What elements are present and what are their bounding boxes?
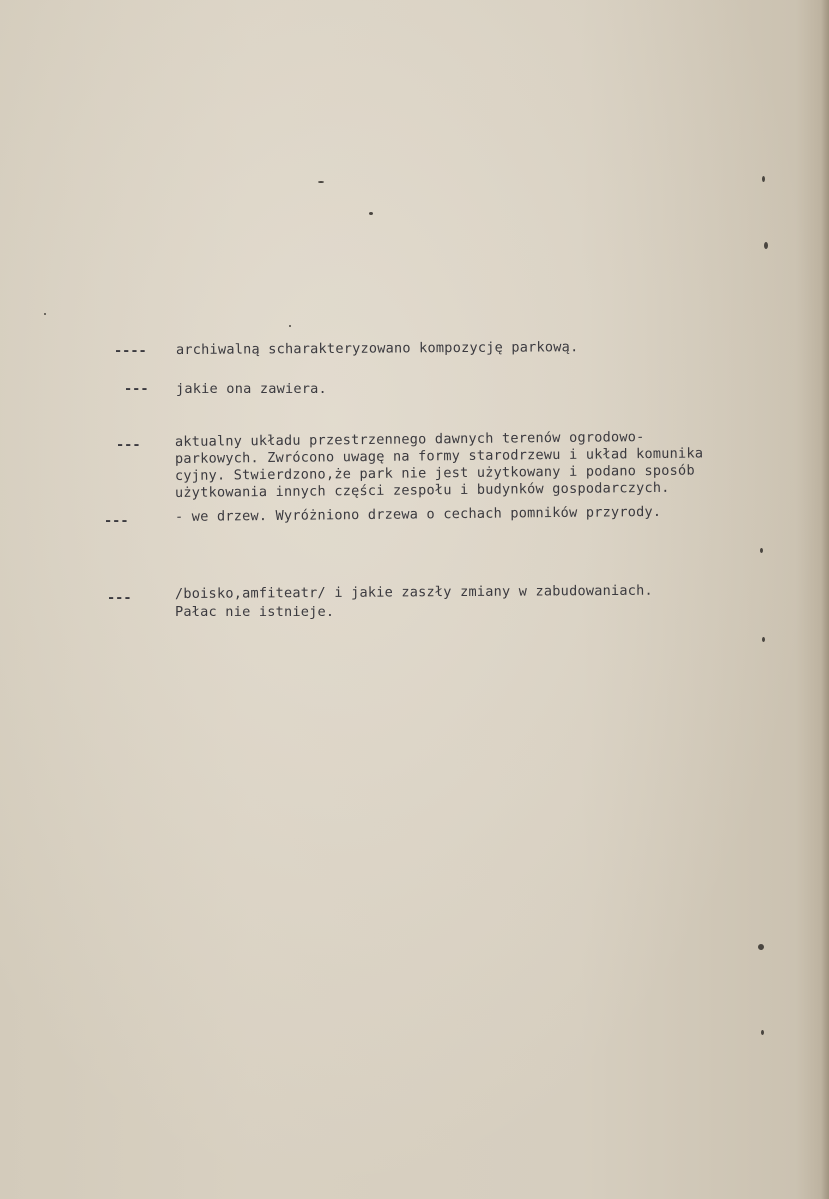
paper-speck xyxy=(369,212,373,215)
entry-marker-1: ---- xyxy=(114,343,147,359)
entry-3-line-2: parkowych. Zwrócono uwagę na formy starodrzewu i układ komunika xyxy=(174,445,704,467)
entry-5-line-1: /boisko,amfiteatr/ i jakie zaszły zmiany w zabudowaniach. xyxy=(174,582,653,602)
paper-speck xyxy=(762,176,765,182)
paper-speck xyxy=(764,242,768,249)
entry-3-line-1: aktualny układu przestrzennego dawnych terenów ogrodowo- xyxy=(174,429,645,450)
paper-speck xyxy=(289,325,291,327)
paper-speck xyxy=(44,313,46,315)
paper-speck xyxy=(762,637,765,642)
entry-marker-3: --- xyxy=(116,437,141,453)
entry-4-line-1: - we drzew. Wyróżniono drzewa o cechach pomników przyrody. xyxy=(174,503,662,525)
page-edge-shadow xyxy=(821,0,829,1199)
paper-speck xyxy=(761,1030,764,1035)
paper-speck xyxy=(760,548,763,553)
entry-marker-4: --- xyxy=(104,513,129,529)
paper-speck xyxy=(318,181,324,183)
entry-3-line-4: użytkowania innych części zespołu i budynków gospodarczych. xyxy=(174,479,670,501)
entry-5-line-2: Pałac nie istnieje. xyxy=(175,604,335,620)
entry-marker-2: --- xyxy=(124,381,149,397)
entry-3-line-3: cyjny. Stwierdzono,że park nie jest użytkowany i podano sposób xyxy=(174,462,695,484)
entry-1-line-1: archiwalną scharakteryzowano kompozycję parkową. xyxy=(175,339,579,358)
paper-speck xyxy=(758,944,764,950)
entry-marker-5: --- xyxy=(107,590,132,606)
entry-2-line-1: jakie ona zawiera. xyxy=(176,381,327,397)
